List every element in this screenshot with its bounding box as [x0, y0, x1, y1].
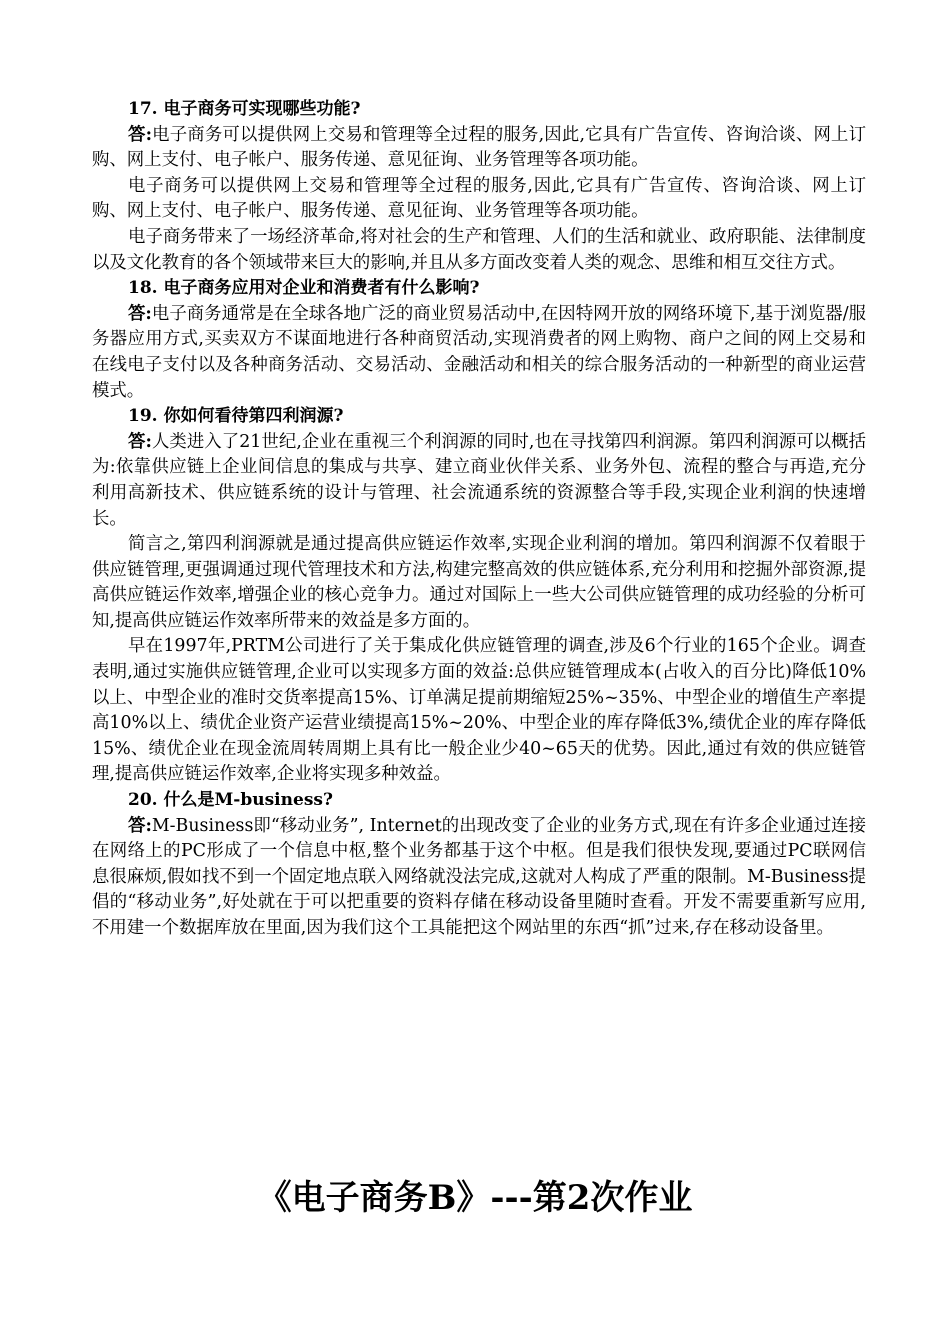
question-18: 18. 电子商务应用对企业和消费者有什么影响?: [128, 278, 480, 299]
answer-20: [92, 814, 866, 942]
answer-19: [92, 430, 866, 532]
answer-label: 答:: [128, 815, 152, 836]
question-17: 17. 电子商务可实现哪些功能?: [128, 99, 361, 119]
document-body: [92, 97, 866, 942]
question-20: 20. 什么是M-business?: [128, 790, 333, 811]
paragraph: 电子商务可以提供网上交易和管理等全过程的服务,因此,它具有广告宣传、咨询洽谈、网上订购、网上支付、电子帐户、服务传递、意见征询、业务管理等各项功能。: [92, 175, 866, 222]
answer-text: M-Business即“移动业务”, Internet的出现改变了企业的业务方式,现在有许多企业通过连接在网络上的PC形成了一个信息中枢,整个业务都基于这个中枢。但是我们很快发现,要通过PC联网信息很麻烦,假如找不到一个固定地点联入网络就没法完成,这就对人构成了严重的限制。M-Business提倡的“移动业务”,好处就在于可以把重要的资料存储在移动设备里随时查看。开发不需要重新写应用,不用建一个数据库放在里面,因为我们这个工具能把这个网站里的东西“抓”过来,存在移动设备里。: [92, 815, 866, 938]
paragraph: 早在1997年,PRTM公司进行了关于集成化供应链管理的调查,涉及6个行业的165个企业。调查表明,通过实施供应链管理,企业可以实现多方面的效益:总供应链管理成本(占收入的百分比)降低10%以上、中型企业的准时交货率提高15%、订单满足提前期缩短25%~35%、中型企业的增值生产率提高10%以上、绩优企业资产运营业绩提高15%~20%、中型企业的库存降低3%,绩优企业的库存降低15%、绩优企业在现金流周转周期上具有比一般企业少40~65天的优势。因此,通过有效的供应链管理,提高供应链运作效率,企业将实现多种效益。: [92, 636, 866, 785]
answer-label: 答:: [128, 124, 152, 145]
answer-text: 电子商务可以提供网上交易和管理等全过程的服务,因此,它具有广告宣传、咨询洽谈、网上订购、网上支付、电子帐户、服务传递、意见征询、业务管理等各项功能。: [92, 124, 867, 171]
assignment-title: 《电子商务B》---第2次作业: [257, 1178, 693, 1218]
answer-text: 电子商务通常是在全球各地广泛的商业贸易活动中,在因特网开放的网络环境下,基于浏览器/服务器应用方式,买卖双方不谋面地进行各种商贸活动,实现消费者的网上购物、商户之间的网上交易和在线电子支付以及各种商务活动、交易活动、金融活动和相关的综合服务活动的一种新型的商业运营模式。: [92, 303, 867, 401]
question-19: 19. 你如何看待第四利润源?: [128, 406, 344, 427]
answer-text: 人类进入了21世纪,企业在重视三个利润源的同时,也在寻找第四利润源。第四利润源可以概括为:依靠供应链上企业间信息的集成与共享、建立商业伙伴关系、业务外包、流程的整合与再造,充分利用高新技术、供应链系统的设计与管理、社会流通系统的资源整合等手段,实现企业利润的快速增长。: [92, 431, 866, 529]
paragraph: 电子商务带来了一场经济革命,将对社会的生产和管理、人们的生活和就业、政府职能、法律制度以及文化教育的各个领域带来巨大的影响,并且从多方面改变着人类的观念、思维和相互交往方式。: [92, 226, 866, 273]
answer-label: 答:: [128, 431, 152, 452]
answer-label: 答:: [128, 303, 152, 324]
answer-18: [92, 302, 866, 404]
answer-17: [92, 123, 866, 174]
paragraph: 简言之,第四利润源就是通过提高供应链运作效率,实现企业利润的增加。第四利润源不仅着眼于供应链管理,更强调通过现代管理技术和方法,构建完整高效的供应链体系,充分利用和挖掘外部资源,提高供应链运作效率,增强企业的核心竞争力。通过对国际上一些大公司供应链管理的成功经验的分析可知,提高供应链运作效率所带来的效益是多方面的。: [92, 534, 866, 631]
